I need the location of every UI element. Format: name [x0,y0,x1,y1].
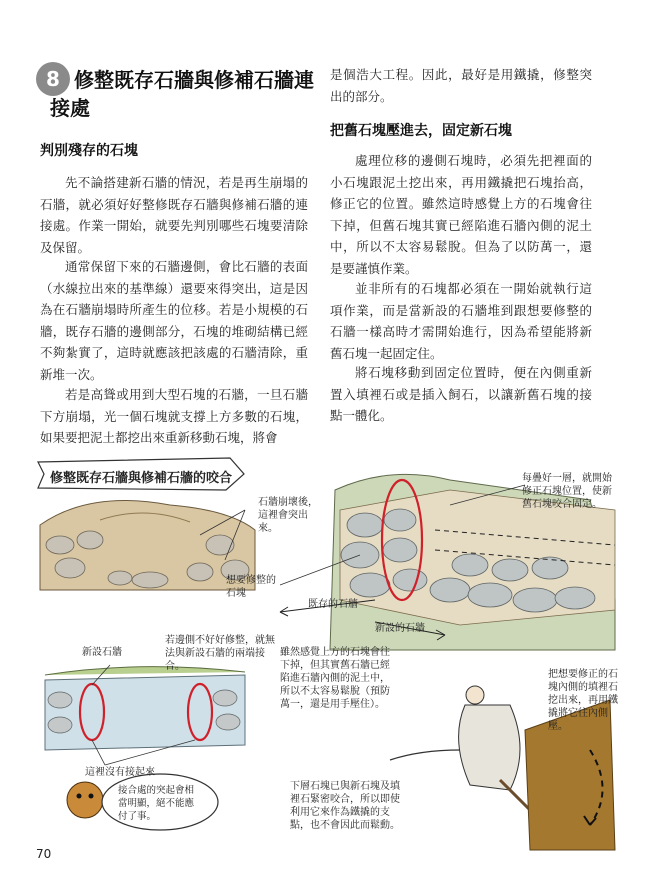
label-new-wall: 新設的石牆 [375,623,425,634]
label-existing-wall: 既存的石牆 [308,599,358,610]
chapter-title-line2: 接處 [50,96,90,120]
chapter-title-line1: 修整既存石牆與修補石牆連 [74,68,314,92]
left-paragraph-3: 若是高聳或用到大型石塊的石牆，一旦石牆下方崩塌，光一個石塊就支撐上方多數的石塊，如果要把泥土都挖出來重新移動石塊，將會 [40,387,308,445]
left-paragraph-2: 通常保留下來的石牆邊側，會比石牆的表面（水線拉出來的基準線）還要來得突出，這是因為在石牆崩塌時所產生的位移。若是小規模的石牆，既存石牆的邊側部分，石塊的堆砌結構已經不夠紮實了，這時就應該把該處的石牆清除，重新堆一次。 [40,259,308,382]
page-number: 70 [36,847,52,861]
left-paragraph-1: 先不論搭建新石牆的情況，若是再生崩塌的石牆，就必須好好整修既存石牆與修補石牆的連接處。作業一開始，就要先判別哪些石塊要清除及保留。 [40,175,308,255]
label-not-joined: 這裡沒有接起來 [85,767,155,778]
section-heading-right: 把舊石塊壓進去，固定新石塊 [330,123,512,139]
label-new-wall-small: 新設石牆 [82,647,122,658]
right-paragraph-1: 處理位移的邊側石塊時，必須先把裡面的小石塊跟泥土挖出來，再用鐵撬把石塊抬高，修正它的位置。雖然這時感覺上方的石塊會往下掉，但舊石塊其實已經陷進石牆內側的泥土中，所以不太容易鬆脫。但為了以防萬一，還是要謹慎作業。 [330,153,592,276]
label-every-layer: 每疊好一層，就開始修正石塊位置，使新舊石塊咬合固定。 [522,473,612,510]
chapter-title [50,66,320,122]
chapter-number-badge: 8 [36,62,70,96]
label-collapse-protrude: 石牆崩壞後，這裡會突出來。 [258,497,318,534]
right-paragraph-2: 並非所有的石塊都必須在一開始就執行這項作業，而是當新設的石牆堆到跟想要修整的石牆一樣高時才需開始進行，因為希望能將新舊石塊一起固定住。 [330,281,592,361]
label-feel-drop: 雖然感覺上方的石塊會往下掉，但其實舊石牆已經陷進石牆內側的泥土中，所以不太容易鬆脫（預防萬一，還是用手壓住）。 [280,647,390,710]
label-push-in: 把想要修正的石塊內側的填裡石挖出來，再用鐵撬將它往內側壓。 [548,669,618,732]
right-paragraph-3: 將石塊移動到固定位置時，便在內側重新置入填裡石或是插入飼石，以讓新舊石塊的接點一體化。 [330,365,592,423]
label-bad-joint: 若邊側不好好修整，就無法與新設石牆的兩端接合。 [165,635,275,672]
illustration-banner-title: 修整既存石牆與修補石牆的咬合 [50,471,233,486]
section-heading-left: 判別殘存的石塊 [40,143,138,159]
illustration-panel [30,450,620,855]
label-bottom-note: 下層石塊已與新石塊及填裡石緊密咬合，所以即使利用它來作為鐵撬的支點，也不會因此而鬆動。 [290,781,400,831]
speech-bubble-text: 接合處的突起會相當明顯，絕不能應付了事。 [118,785,195,822]
right-continuation: 是個浩大工程。因此，最好是用鐵撬，修整突出的部分。 [330,67,592,104]
label-stone-to-fix: 想要修整的石塊 [226,575,276,599]
